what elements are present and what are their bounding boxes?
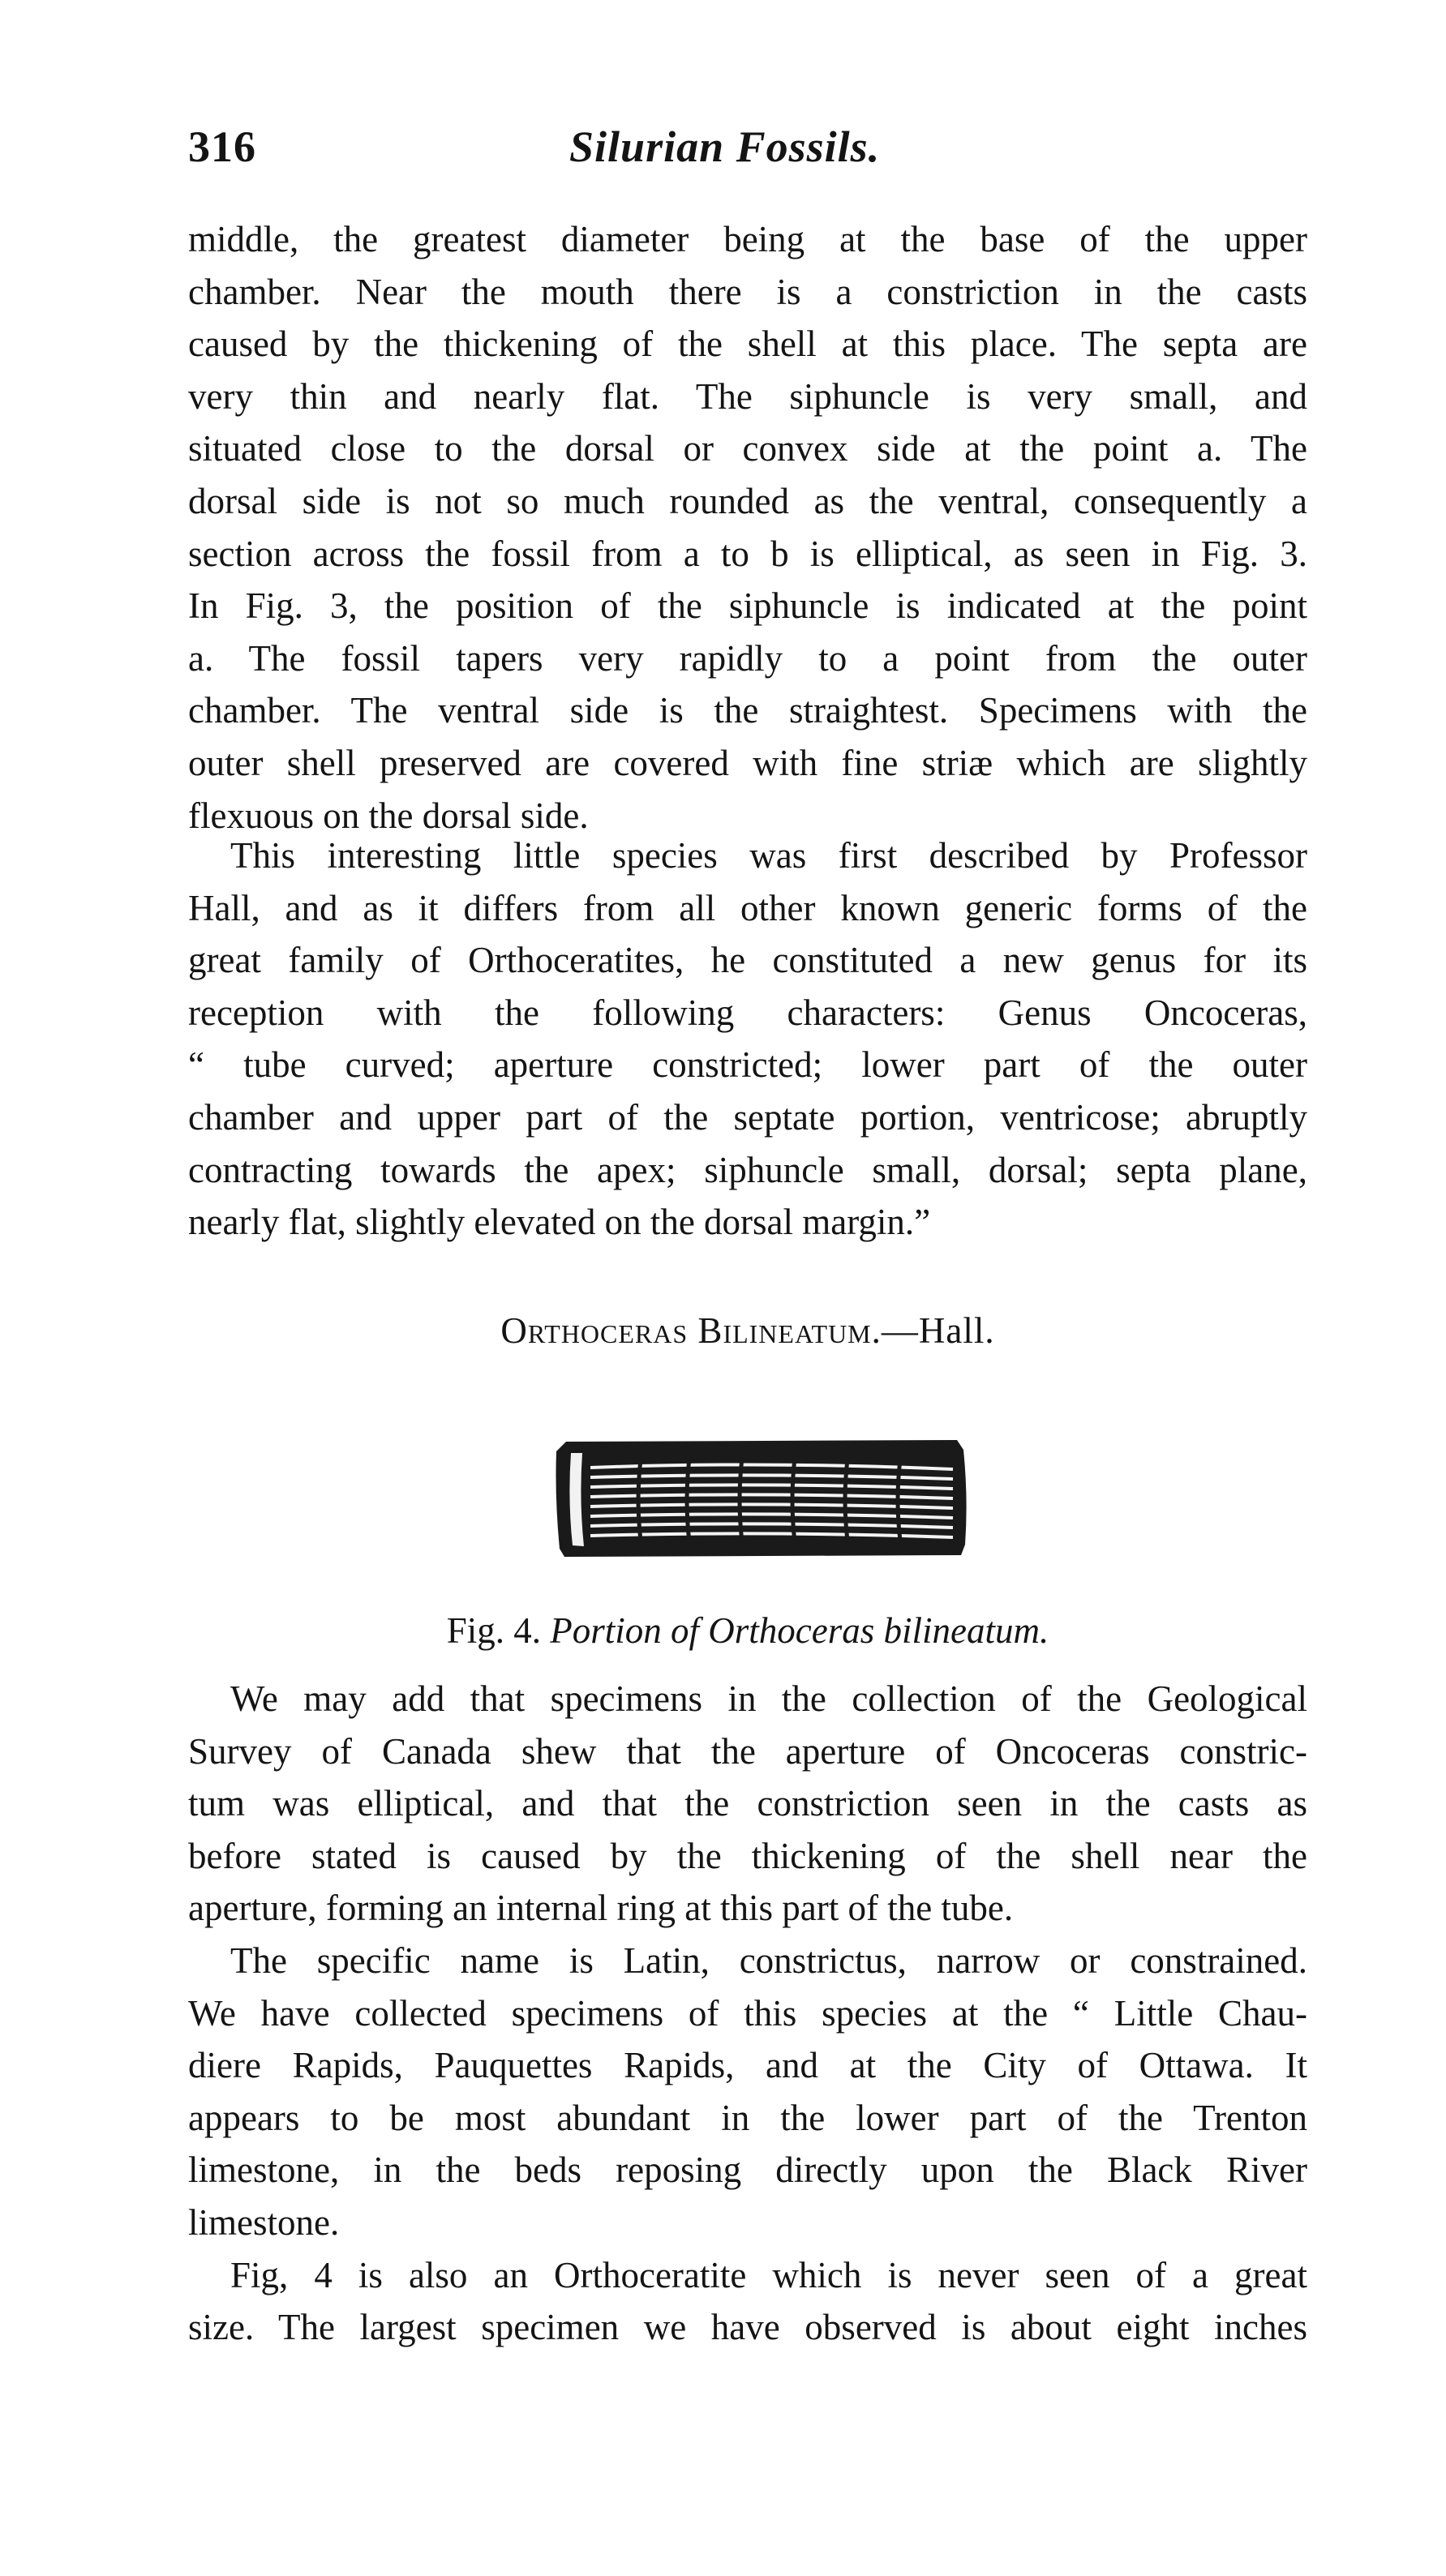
page-header: [188, 122, 1307, 186]
figure-orthoceras-illustration: [551, 1427, 973, 1573]
text-line: chamber. The ventral side is the straightest. Specimens with the: [188, 690, 1307, 731]
body-text-genus: [188, 829, 1307, 1249]
text-line: caused by the thickening of the shell at this place. The septa are: [188, 324, 1307, 365]
text-line: Fig, 4 is also an Orthoceratite which is never seen of a great: [230, 2254, 1307, 2295]
text-line: very thin and nearly flat. The siphuncle is very small, and: [188, 375, 1307, 417]
body-text-lower: [188, 1673, 1307, 2354]
text-line: diere Rapids, Pauquettes Rapids, and at the City of Ottawa. It: [188, 2045, 1307, 2086]
text-line: limestone.: [188, 2201, 340, 2243]
species-author: —Hall.: [881, 1310, 995, 1351]
figure-caption: [188, 1609, 1307, 1652]
body-text-upper: [188, 213, 1307, 842]
text-line: We have collected specimens of this species at the “ Little Chau-: [188, 1992, 1307, 2034]
text-line: Hall, and as it differs from all other known generic forms of the: [188, 887, 1307, 928]
paragraph-5: [188, 2249, 1307, 2354]
text-line: chamber. Near the mouth there is a constriction in the casts: [188, 271, 1307, 312]
text-line: middle, the greatest diameter being at the base of the upper: [188, 219, 1307, 259]
text-line: tum was elliptical, and that the constriction seen in the casts as: [188, 1783, 1307, 1824]
text-line: limestone, in the beds reposing directly upon the Black River: [188, 2150, 1307, 2191]
text-line: great family of Orthoceratites, he constituted a new genus for its: [188, 940, 1307, 981]
text-line: flexuous on the dorsal side.: [188, 795, 589, 836]
paragraph-2: [188, 829, 1307, 1249]
text-line: before stated is caused by the thickening of the shell near the: [188, 1835, 1307, 1876]
text-line: We may add that specimens in the collection of the Geological: [230, 1678, 1307, 1719]
paragraph-3: [188, 1673, 1307, 1935]
orthoceras-fossil-image: [551, 1427, 973, 1573]
text-line: dorsal side is not so much rounded as the ventral, consequently a: [188, 480, 1307, 521]
text-line: outer shell preserved are covered with fine striæ which are slightly: [188, 742, 1307, 783]
text-line: reception with the following characters: Genus Oncoceras,: [188, 992, 1307, 1033]
running-title: Silurian Fossils.: [569, 122, 881, 171]
caption-figure-number: Fig. 4.: [446, 1610, 542, 1651]
text-line: section across the fossil from a to b is elliptical, as seen in Fig. 3.: [188, 533, 1307, 574]
caption-text: Portion of Orthoceras bilineatum.: [550, 1610, 1049, 1651]
page-number: 316: [188, 122, 256, 171]
paragraph-1: [188, 213, 1307, 842]
text-line: chamber and upper part of the septate portion, ventricose; abruptly: [188, 1096, 1307, 1138]
text-line: situated close to the dorsal or convex side at the point a. The: [188, 428, 1307, 469]
text-line: size. The largest specimen we have observed is about eight inches: [188, 2307, 1307, 2348]
text-line: nearly flat, slightly elevated on the dorsal margin.”: [188, 1202, 931, 1243]
text-line: “ tube curved; aperture constricted; lower part of the outer: [188, 1044, 1307, 1086]
text-line: This interesting little species was first described by Professor: [230, 835, 1307, 876]
species-name: Orthoceras Bilineatum.: [500, 1310, 882, 1351]
text-line: a. The fossil tapers very rapidly to a point from the outer: [188, 637, 1307, 679]
text-line: In Fig. 3, the position of the siphuncle is indicated at the point: [188, 585, 1307, 627]
text-line: The specific name is Latin, constrictus, narrow or constrained.: [230, 1940, 1307, 1981]
species-heading: [188, 1309, 1307, 1352]
paragraph-4: [188, 1935, 1307, 2249]
text-line: appears to be most abundant in the lower part of the Trenton: [188, 2097, 1307, 2138]
text-line: aperture, forming an internal ring at this part of the tube.: [188, 1888, 1014, 1929]
text-line: Survey of Canada shew that the aperture of Oncoceras constric-: [188, 1730, 1307, 1772]
text-line: contracting towards the apex; siphuncle small, dorsal; septa plane,: [188, 1149, 1307, 1190]
